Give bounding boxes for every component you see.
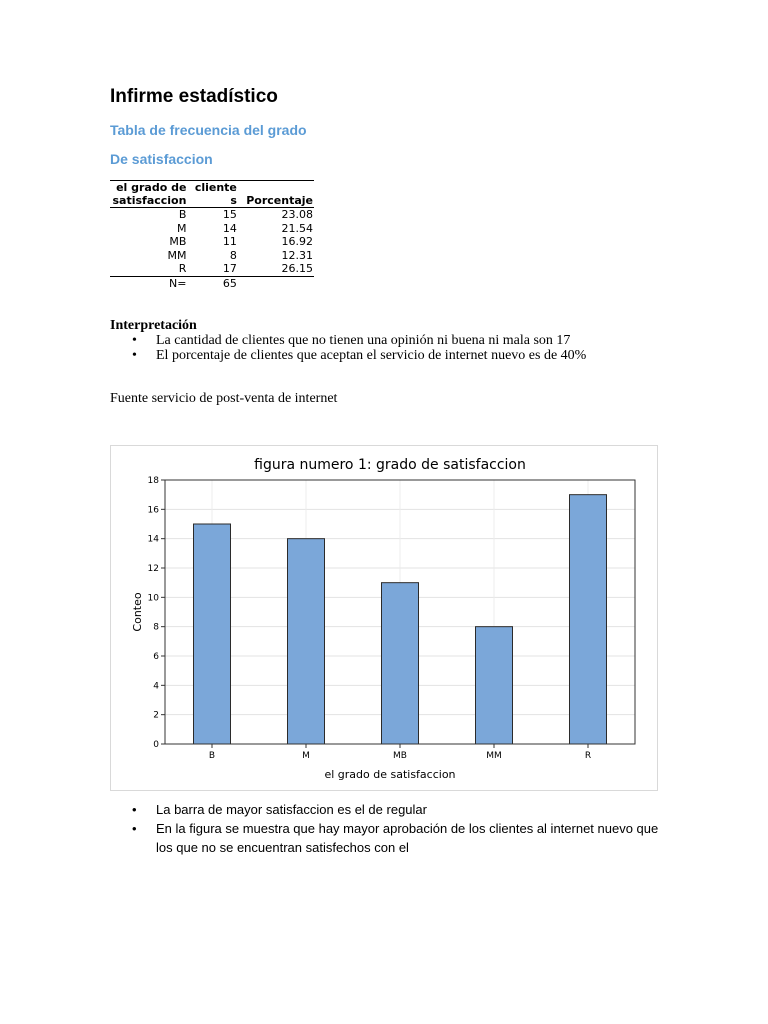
cell-grade: R (178, 262, 187, 275)
list-item (110, 348, 586, 363)
column-header-clients: clientes (194, 181, 237, 207)
list-item (110, 800, 670, 819)
bar (288, 539, 325, 744)
x-tick-label: MM (486, 751, 502, 761)
table-row (110, 222, 314, 236)
interpretation-label: Interpretación (110, 318, 197, 333)
y-tick-label: 12 (147, 564, 159, 574)
list-item (110, 333, 586, 348)
table-row (110, 208, 314, 222)
y-axis-label: Conteo (131, 592, 144, 632)
x-axis-label: el grado de satisfaccion (324, 768, 456, 781)
y-tick-label: 2 (153, 710, 159, 721)
bullet-icon: • (132, 802, 137, 817)
bar (194, 524, 231, 744)
cell-clients: 17 (222, 262, 237, 275)
table-total-row (110, 276, 314, 290)
list-item (110, 819, 670, 857)
cell-percentage: 21.54 (281, 221, 313, 235)
bar (476, 627, 513, 744)
y-tick-label: 6 (153, 652, 159, 662)
y-tick-label: 16 (147, 505, 159, 516)
total-label: N= (169, 276, 187, 290)
cell-clients: 11 (222, 235, 237, 248)
cell-grade: MB (169, 235, 187, 248)
conclusion-text: En la figura se muestra que hay mayor aprobación de los clientes al internet nuevo que los que no se encuentran satisfechos con el (156, 821, 659, 855)
interpretation-list (110, 333, 586, 363)
bullet-icon: • (132, 348, 137, 363)
x-tick-label: M (302, 751, 310, 761)
column-header-grade: el grado de satisfaccion (112, 181, 187, 207)
total-value: 65 (222, 276, 237, 290)
y-tick-label: 8 (153, 622, 159, 633)
table-row (110, 235, 314, 249)
interpretation-text: El porcentaje de clientes que aceptan el servicio de internet nuevo es de 40% (156, 348, 587, 363)
document-title: Infirme estadístico (110, 86, 278, 107)
bullet-icon: • (132, 333, 137, 348)
bar-chart (110, 445, 658, 791)
table-subheading-2: De satisfaccion (110, 151, 213, 167)
cell-grade: B (178, 208, 187, 221)
cell-clients: 8 (229, 248, 237, 262)
table-header-row (110, 181, 314, 208)
source-note: Fuente servicio de post-venta de internet (110, 391, 338, 406)
x-tick-label: R (584, 751, 592, 761)
y-tick-label: 18 (147, 476, 159, 486)
cell-percentage: 16.92 (281, 235, 313, 248)
cell-grade: MM (167, 248, 187, 262)
cell-grade: M (176, 221, 187, 235)
interpretation-text: La cantidad de clientes que no tienen una opinión ni buena ni mala son 17 (156, 333, 571, 348)
conclusion-list (110, 800, 670, 857)
cell-percentage: 23.08 (281, 208, 313, 221)
conclusion-text: La barra de mayor satisfaccion es el de regular (156, 802, 427, 817)
column-header-percentage: Porcentaje (246, 194, 313, 207)
y-tick-label: 0 (153, 740, 159, 750)
cell-percentage: 26.15 (281, 262, 313, 275)
table-subheading: Tabla de frecuencia del grado (110, 122, 307, 138)
x-tick-label: B (208, 751, 216, 761)
y-tick-label: 14 (147, 534, 159, 545)
table-row (110, 262, 314, 276)
cell-percentage: 12.31 (281, 248, 313, 262)
bar (382, 583, 419, 744)
chart-title: figura numero 1: grado de satisfaccion (254, 457, 526, 473)
bar (570, 495, 607, 744)
x-tick-label: MB (393, 751, 407, 761)
total-empty (238, 276, 314, 290)
bullet-icon: • (132, 821, 137, 836)
y-tick-label: 10 (147, 593, 159, 604)
cell-clients: 14 (222, 221, 237, 235)
y-tick-label: 4 (153, 681, 159, 692)
chart-canvas (111, 446, 657, 790)
cell-clients: 15 (222, 208, 237, 221)
frequency-table (110, 180, 314, 290)
table-row (110, 249, 314, 263)
